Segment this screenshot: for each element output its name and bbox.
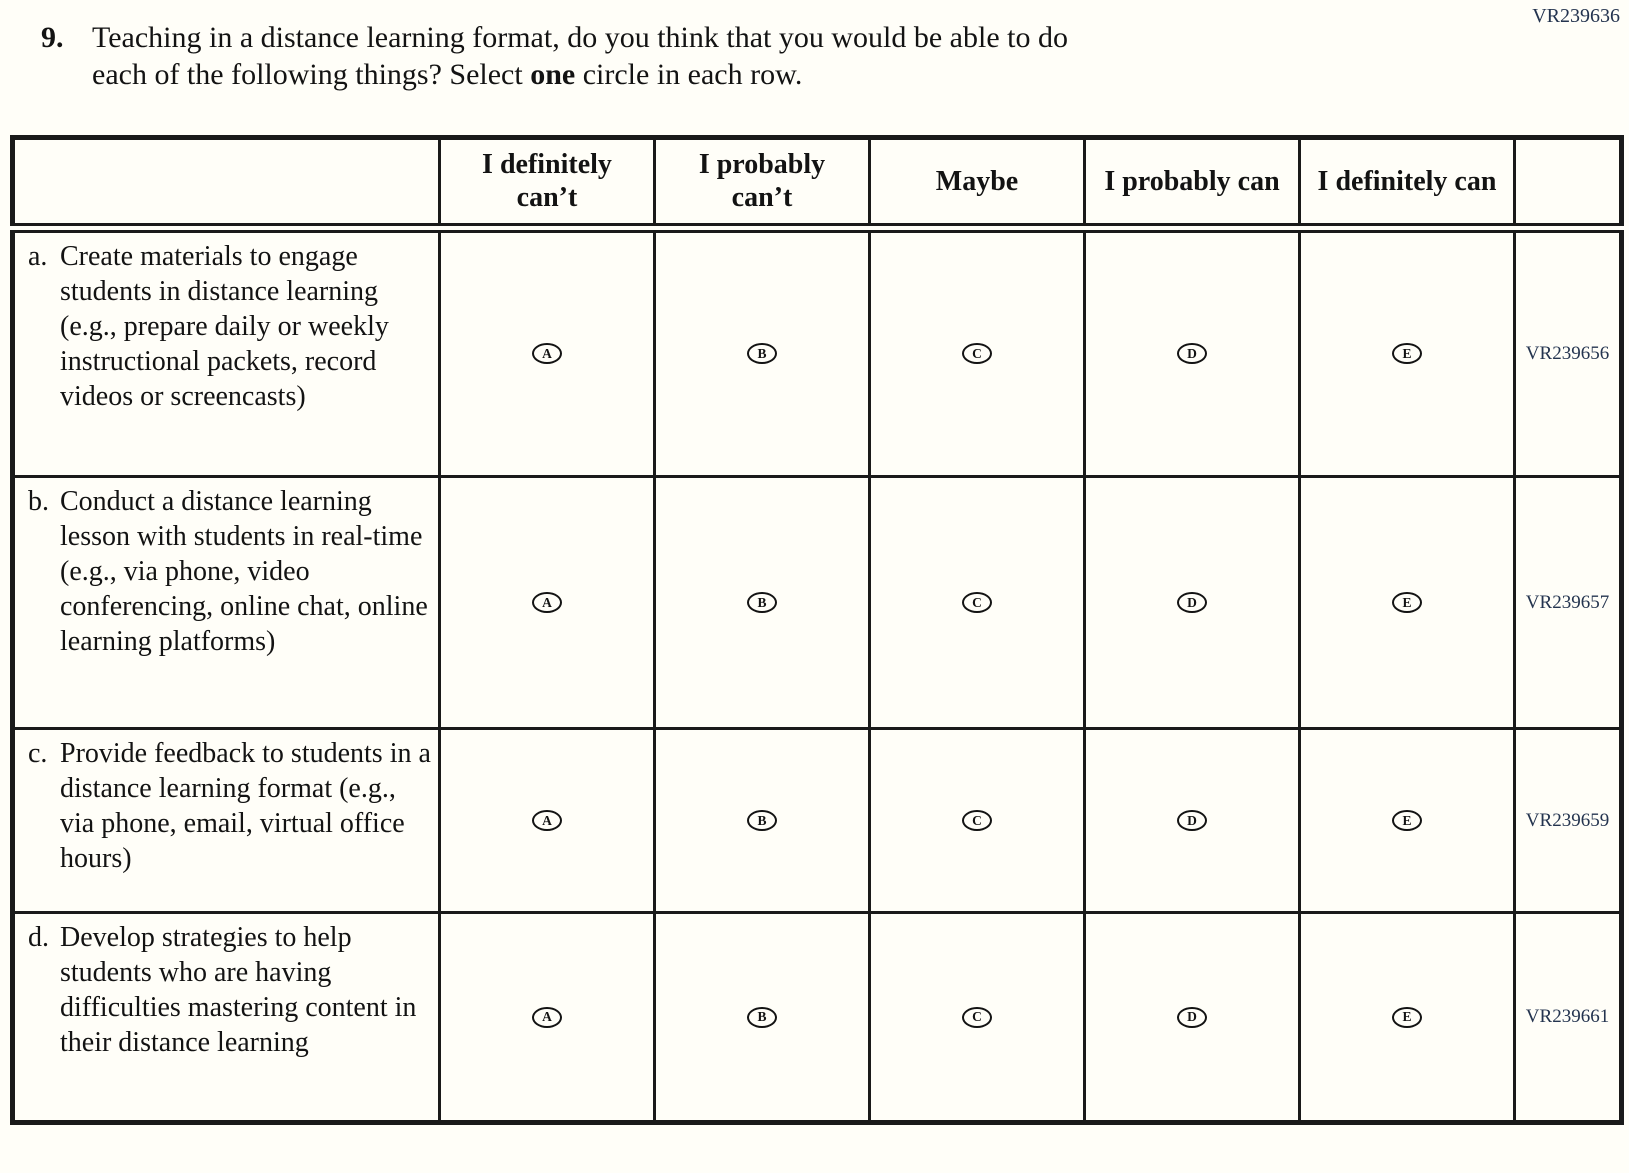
column-header-definitely-can: I definitely can — [1300, 138, 1515, 228]
option-bubble-e[interactable]: E — [1392, 810, 1422, 831]
option-cell — [1300, 228, 1515, 477]
row-label-header-cell — [13, 138, 440, 228]
row-item-letter: a. — [28, 240, 48, 272]
option-bubble-e[interactable]: E — [1392, 343, 1422, 364]
option-bubble-b[interactable]: B — [747, 592, 777, 613]
option-bubble-d[interactable]: D — [1177, 810, 1207, 831]
column-header-maybe: Maybe — [870, 138, 1085, 228]
column-header-probably-can: I probably can — [1085, 138, 1300, 228]
question-block — [41, 19, 1441, 93]
option-cell — [440, 228, 655, 477]
option-bubble-d[interactable]: D — [1177, 1007, 1207, 1028]
option-cell — [870, 729, 1085, 913]
question-text — [92, 19, 1068, 93]
row-label-cell — [13, 477, 440, 729]
column-header-probably-cant: I probably can’t — [655, 138, 870, 228]
row-item-text: Develop strategies to help students who are having difficulties mastering content in their distance learning — [60, 922, 417, 1058]
option-cell — [440, 477, 655, 729]
row-label-cell — [13, 228, 440, 477]
option-cell — [1085, 477, 1300, 729]
question-line-2 — [92, 56, 1068, 93]
row-label-cell — [13, 913, 440, 1123]
option-bubble-c[interactable]: C — [962, 343, 992, 364]
question-line-2-bold: one — [530, 58, 576, 91]
option-bubble-e[interactable]: E — [1392, 592, 1422, 613]
option-bubble-e[interactable]: E — [1392, 1007, 1422, 1028]
option-cell — [440, 913, 655, 1123]
question-number: 9. — [41, 21, 64, 54]
option-bubble-d[interactable]: D — [1177, 343, 1207, 364]
option-bubble-b[interactable]: B — [747, 810, 777, 831]
option-cell — [1300, 477, 1515, 729]
option-cell — [1300, 729, 1515, 913]
option-bubble-a[interactable]: A — [532, 343, 562, 364]
row-item-letter: c. — [28, 738, 48, 769]
row-code: VR239659 — [1515, 729, 1622, 913]
question-line-2-pre: each of the following things? Select — [92, 58, 531, 91]
option-cell — [1300, 913, 1515, 1123]
page-code: VR239636 — [1532, 5, 1620, 27]
option-cell — [655, 228, 870, 477]
option-bubble-a[interactable]: A — [532, 592, 562, 613]
row-label-cell — [13, 729, 440, 913]
option-bubble-d[interactable]: D — [1177, 592, 1207, 613]
row-item-letter: d. — [28, 922, 49, 953]
question-line-1: Teaching in a distance learning format, do you think that you would be able to do — [92, 21, 1068, 54]
response-matrix-table — [10, 135, 1624, 1125]
row-code: VR239657 — [1515, 477, 1622, 729]
table-row-c — [13, 729, 1622, 913]
option-bubble-c[interactable]: C — [962, 810, 992, 831]
option-bubble-a[interactable]: A — [532, 1007, 562, 1028]
option-bubble-c[interactable]: C — [962, 592, 992, 613]
option-cell — [655, 477, 870, 729]
column-header-definitely-cant: I definitely can’t — [440, 138, 655, 228]
option-bubble-b[interactable]: B — [747, 343, 777, 364]
option-bubble-a[interactable]: A — [532, 810, 562, 831]
option-cell — [870, 913, 1085, 1123]
row-code: VR239656 — [1515, 228, 1622, 477]
row-item-text: Create materials to engage students in distance learning (e.g., prepare daily or weekly instructional packets, record videos or screencasts) — [60, 240, 389, 412]
option-cell — [1085, 729, 1300, 913]
option-cell — [870, 228, 1085, 477]
option-cell — [870, 477, 1085, 729]
option-cell — [655, 729, 870, 913]
question-line-2-post: circle in each row. — [575, 58, 803, 91]
header-row — [13, 138, 1622, 228]
row-code: VR239661 — [1515, 913, 1622, 1123]
row-item-text: Conduct a distance learning lesson with students in real-time (e.g., via phone, video conferencing, online chat, online learning platforms) — [60, 486, 428, 657]
option-bubble-c[interactable]: C — [962, 1007, 992, 1028]
table-row-a — [13, 228, 1622, 477]
option-bubble-b[interactable]: B — [747, 1007, 777, 1028]
option-cell — [1085, 913, 1300, 1123]
row-item-letter: b. — [28, 486, 49, 517]
table-row-b — [13, 477, 1622, 729]
option-cell — [655, 913, 870, 1123]
row-item-text: Provide feedback to students in a distance learning format (e.g., via phone, email, virtual office hours) — [60, 738, 431, 874]
option-cell — [1085, 228, 1300, 477]
table-row-d — [13, 913, 1622, 1123]
option-cell — [440, 729, 655, 913]
code-column-header-cell — [1515, 138, 1622, 228]
